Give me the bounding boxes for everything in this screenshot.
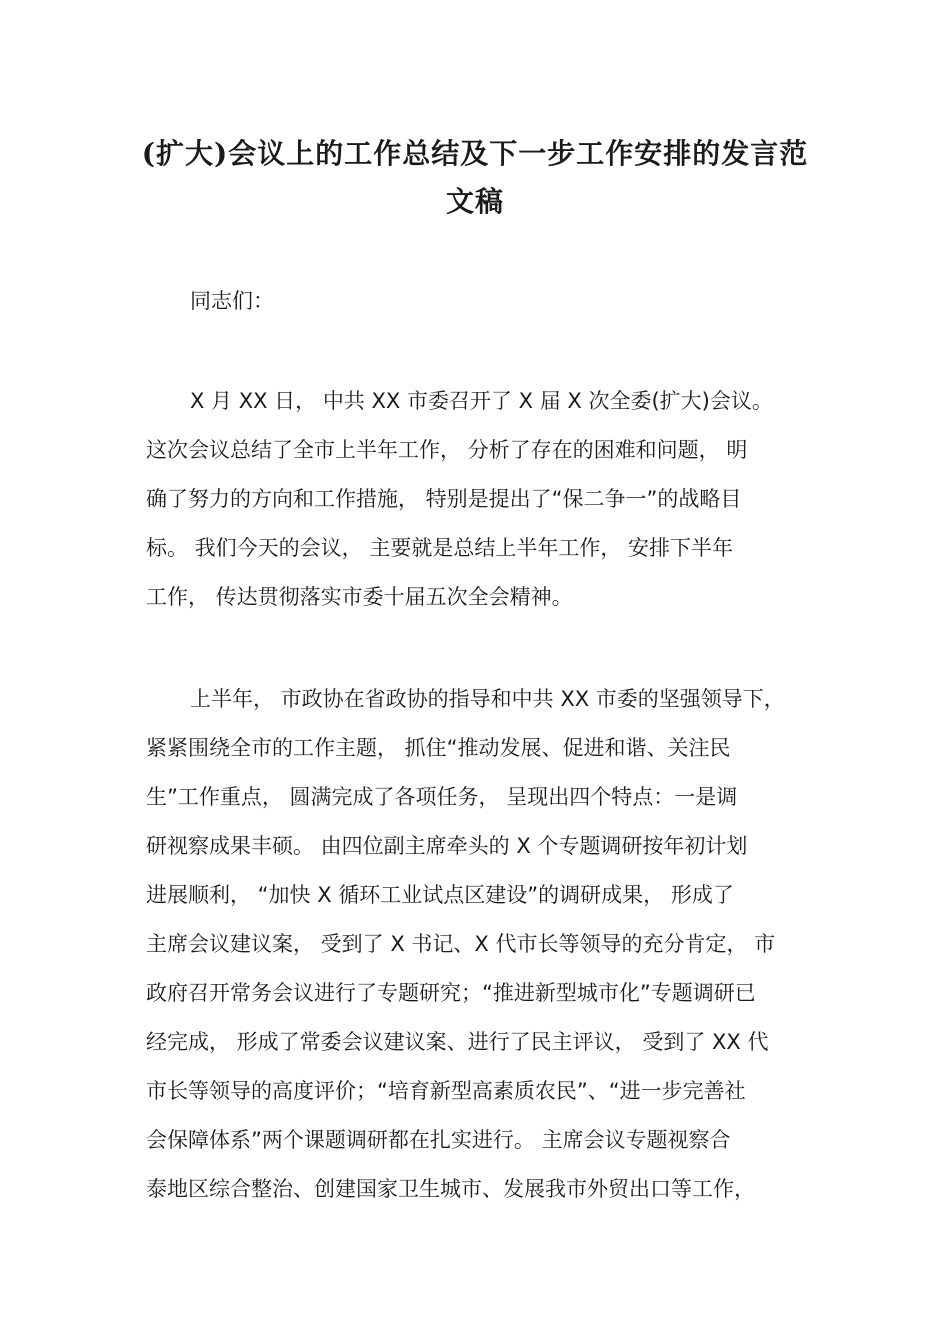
paragraph-2-line: 泰地区综合整治、创建国家卫生城市、发展我市外贸出口等工作，	[146, 1177, 755, 1201]
paragraph-1-line: 这次会议总结了全市上半年工作， 分析了存在的困难和问题， 明	[146, 438, 748, 462]
paragraph-2-line: 经完成， 形成了常委会议建议案、进行了民主评议， 受到了 XX 代	[146, 1030, 769, 1054]
paragraph-1-line: 确了努力的方向和工作措施， 特别是提出了“保二争一”的战略目	[146, 487, 742, 511]
title-line-2: 文稿	[445, 185, 504, 218]
paragraph-2-line: 会保障体系”两个课题调研都在扎实进行。 主席会议专题视察合	[146, 1128, 731, 1152]
paragraph-1-line: 标。 我们今天的会议， 主要就是总结上半年工作， 安排下半年	[146, 536, 734, 560]
paragraph-2-line: 市长等领导的高度评价；“培育新型高素质农民”、“进一步完善社	[146, 1079, 746, 1103]
title-line-1: (扩大)会议上的工作总结及下一步工作安排的发言范	[141, 137, 809, 170]
salutation: 同志们：	[190, 289, 274, 313]
paragraph-2-line: 政府召开常务会议进行了专题研究；“推进新型城市化”专题调研已	[146, 981, 756, 1005]
paragraph-2-line: 生”工作重点， 圆满完成了各项任务， 呈现出四个特点：一是调	[146, 785, 738, 809]
paragraph-1-line: 工作， 传达贯彻落实市委十届五次全会精神。	[146, 585, 573, 609]
document-title	[130, 130, 820, 226]
paragraph-2-line: 上半年， 市政协在省政协的指导和中共 XX 市委的坚强领导下，	[190, 687, 785, 711]
paragraph-2-line: 进展顺利， “加快 X 循环工业试点区建设”的调研成果， 形成了	[146, 883, 734, 907]
paragraph-2-line: 紧紧围绕全市的工作主题， 抓住“推动发展、促进和谐、关注民	[146, 736, 731, 760]
paragraph-1-line: X 月 XX 日， 中共 XX 市委召开了 X 届 X 次全委(扩大)会议。	[190, 389, 773, 413]
paragraph-2-line: 主席会议建议案， 受到了 X 书记、X 代市长等领导的充分肯定， 市	[146, 932, 776, 956]
paragraph-2-line: 研视察成果丰硕。 由四位副主席牵头的 X 个专题调研按年初计划	[146, 834, 748, 858]
